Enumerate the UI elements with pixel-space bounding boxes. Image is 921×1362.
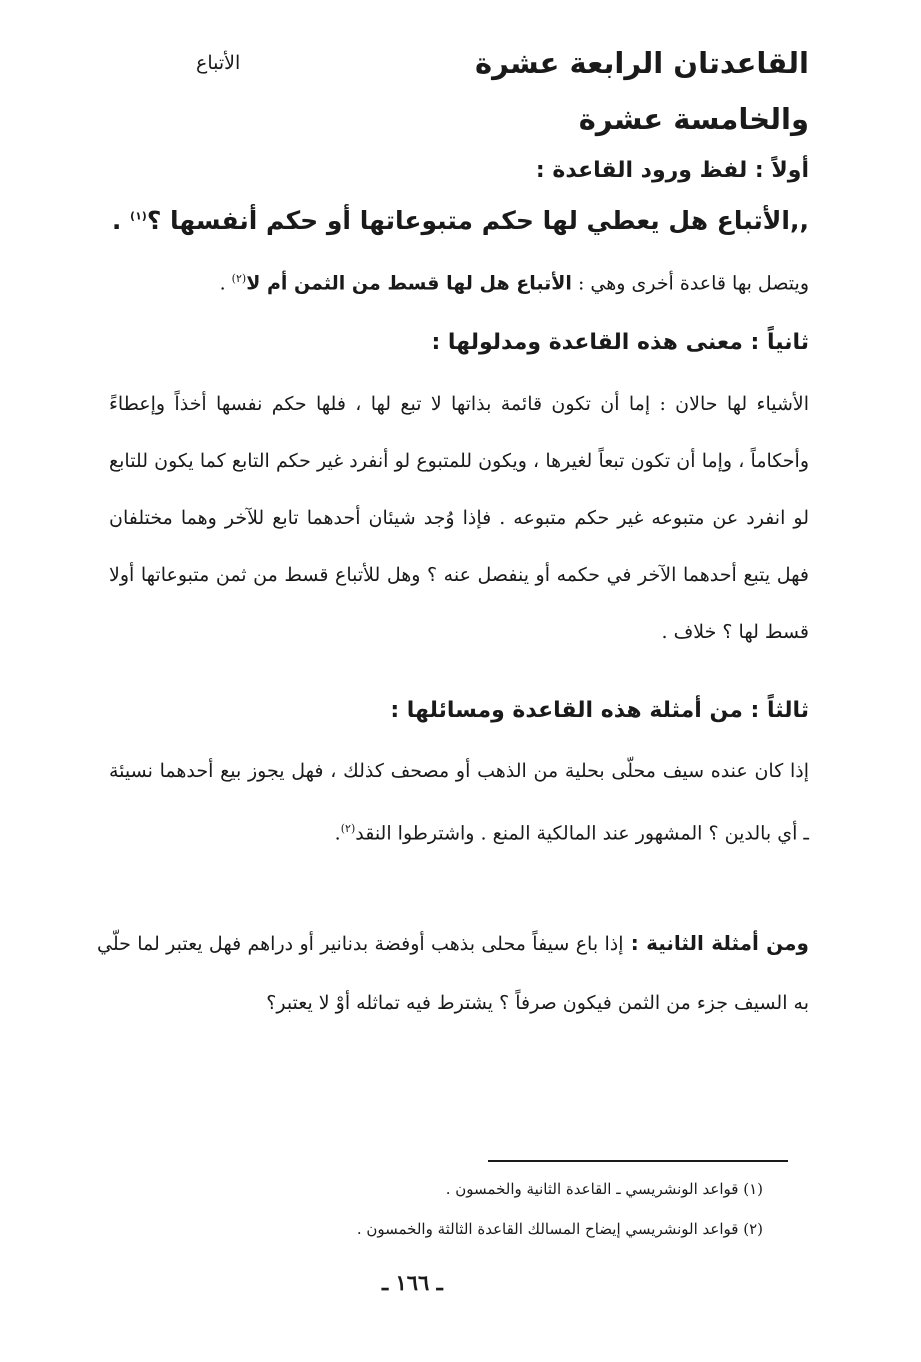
running-title: الأتباع [196,52,241,74]
related-rule-line [220,272,809,294]
rule-statement [112,206,809,235]
section2-heading: ثانياً : معنى هذه القاعدة ومدلولها : [431,330,809,355]
section3-body [109,742,809,862]
chapter-title-line1: القاعدتان الرابعة عشرة [474,46,809,80]
related-rule: الأتباع هل لها قسط من الثمن أم لا [246,272,572,295]
chapter-title-line2: والخامسة عشرة [578,102,809,136]
footnote-divider [488,1160,788,1162]
example2-paragraph [97,914,809,1033]
section3-body-text: إذا كان عنده سيف محلّى بحلية من الذهب أو مصحف كذلك ، فهل يجوز بيع أحدهما نسيئة ـ أي بالدين ؟ المشهور عند المالكية المنع . واشترطوا النقد [109,760,809,845]
section2-body: الأشياء لها حالان : إما أن تكون قائمة بذاتها لا تبع لها ، فلها حكم نفسها أخذاً وإعطاءً وأحكاماً ، وإما أن تكون تبعاً لغيرها ، ويكون للمتبوع لو أنفرد غير حكم التابع كما يكون للتابع لو انفرد عن متبوعه غير حكم متبوعه . فإذا وُجد شيئان أحدهما تابع للآخر وهما مختلفان فهل يتبع أحدهما الآخر في حكمه أو ينفصل عنه ؟ وهل للأتباع قسط من ثمن متبوعاتها أولا قسط لها ؟ خلاف . [109,393,809,643]
rule-text: ,,الأتباع هل يعطي لها حكم متبوعاتها أو حكم أنفسها ؟ [146,206,809,235]
rule-end: . [111,206,131,235]
footnote-2: (٢) قواعد الونشريسي إيضاح المسالك القاعدة الثالثة والخمسون . [356,1220,763,1238]
example2-lead: ومن أمثلة الثانية : [623,931,809,955]
related-end: . [219,272,232,295]
page-number: ـ ١٦٦ ـ [382,1270,443,1295]
related-prefix: ويتصل بها قاعدة أخرى وهي : [571,272,809,295]
footnote-1: (١) قواعد الونشريسي ـ القاعدة الثانية والخمسون . [445,1180,763,1198]
footnote-ref-3: (٢) [340,822,356,835]
section3-body-end: . [334,822,341,845]
section1-heading: أولاً : لفظ ورود القاعدة : [535,158,809,183]
example2-body: إذا باع سيفاً محلى بذهب أوفضة بدنانير أو دراهم فهل يعتبر لما حلّي به السيف جزء من الثمن فيكون صرفاً ؟ يشترط فيه تماثله أوْ لا يعتبر؟ [97,933,809,1014]
section3-heading: ثالثاً : من أمثلة هذه القاعدة ومسائلها : [390,698,809,723]
footnote-ref-1: (١) [130,209,147,223]
footnote-ref-2: (٢) [231,272,247,285]
